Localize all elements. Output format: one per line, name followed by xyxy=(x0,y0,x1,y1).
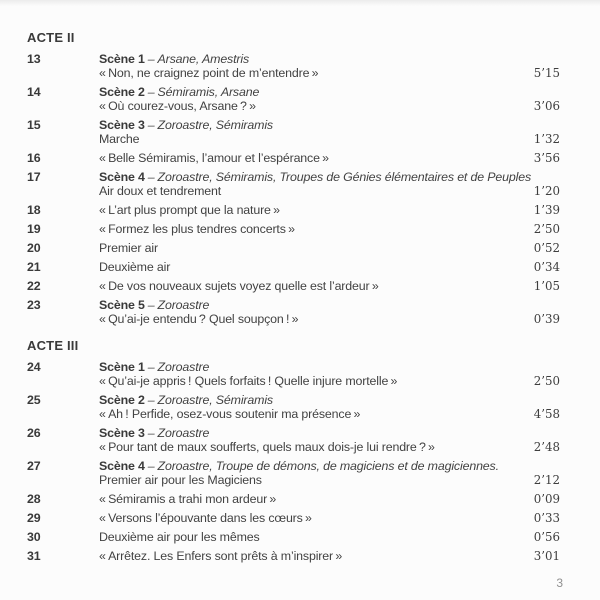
track-body xyxy=(99,279,560,293)
track-row xyxy=(27,241,560,255)
track-row xyxy=(27,170,560,198)
track-number: 22 xyxy=(27,279,41,293)
track-line xyxy=(99,312,560,326)
track-body xyxy=(99,241,560,255)
scene-characters: Zoroastre, Troupe de démons, de magiciens et de magiciennes. xyxy=(157,459,499,473)
track-number: 15 xyxy=(27,118,41,132)
track-number: 18 xyxy=(27,203,41,217)
track-body xyxy=(99,298,560,326)
track-line xyxy=(99,184,560,198)
scene-heading xyxy=(99,426,560,440)
track-line xyxy=(99,549,560,563)
scene-dash: – xyxy=(147,426,155,440)
scene-label: Scène 3 xyxy=(99,426,145,440)
track-line xyxy=(99,440,560,454)
track-row xyxy=(27,393,560,421)
track-body xyxy=(99,459,560,487)
track-duration: 0’33 xyxy=(533,511,560,525)
track-duration: 3’01 xyxy=(533,549,560,563)
track-body xyxy=(99,52,560,80)
track-body xyxy=(99,118,560,146)
track-row xyxy=(27,118,560,146)
track-body xyxy=(99,360,560,388)
track-title: Marche xyxy=(99,132,140,146)
track-row xyxy=(27,52,560,80)
scene-label: Scène 3 xyxy=(99,118,145,132)
scene-characters: Zoroastre, Sémiramis xyxy=(157,118,273,132)
scene-label: Scène 1 xyxy=(99,360,145,374)
track-number: 31 xyxy=(27,549,41,563)
track-duration: 1’05 xyxy=(533,279,560,293)
scene-label: Scène 5 xyxy=(99,298,145,312)
track-body xyxy=(99,170,560,198)
track-duration: 1’39 xyxy=(533,203,560,217)
track-line xyxy=(99,473,560,487)
track-row xyxy=(27,459,560,487)
track-title: « De vos nouveaux sujets voyez quelle est l’ardeur » xyxy=(99,279,379,293)
track-number: 16 xyxy=(27,151,41,165)
act-heading: ACTE III xyxy=(27,338,79,353)
track-title: « Sémiramis a trahi mon ardeur » xyxy=(99,492,277,506)
track-duration: 1’32 xyxy=(533,132,560,146)
track-duration: 3’06 xyxy=(533,99,560,113)
track-number: 23 xyxy=(27,298,41,312)
track-row xyxy=(27,530,560,544)
scene-characters: Zoroastre xyxy=(157,298,210,312)
track-row xyxy=(27,203,560,217)
scene-characters: Zoroastre, Sémiramis, Troupes de Génies élémentaires et de Peuples xyxy=(157,170,532,184)
track-row xyxy=(27,360,560,388)
scene-label: Scène 4 xyxy=(99,459,145,473)
track-title: « L’art plus prompt que la nature » xyxy=(99,203,280,217)
track-title: Air doux et tendrement xyxy=(99,184,222,198)
track-number: 21 xyxy=(27,260,41,274)
track-duration: 2’48 xyxy=(533,440,560,454)
track-body xyxy=(99,530,560,544)
track-body xyxy=(99,151,560,165)
track-line xyxy=(99,374,560,388)
scene-characters: Zoroastre xyxy=(157,426,210,440)
scene-characters: Sémiramis, Arsane xyxy=(157,85,260,99)
track-number: 30 xyxy=(27,530,41,544)
track-row xyxy=(27,279,560,293)
track-line xyxy=(99,99,560,113)
track-row xyxy=(27,492,560,506)
track-row xyxy=(27,426,560,454)
track-line xyxy=(99,203,560,217)
track-title: « Belle Sémiramis, l’amour et l’espérance » xyxy=(99,151,329,165)
track-number: 20 xyxy=(27,241,41,255)
scene-dash: – xyxy=(147,52,155,66)
scene-heading xyxy=(99,118,560,132)
track-number: 24 xyxy=(27,360,41,374)
track-line xyxy=(99,222,560,236)
scene-heading xyxy=(99,393,560,407)
track-body xyxy=(99,549,560,563)
track-row xyxy=(27,549,560,563)
scene-label: Scène 1 xyxy=(99,52,145,66)
track-duration: 0’09 xyxy=(533,492,560,506)
track-line xyxy=(99,66,560,80)
track-title: « Formez les plus tendres concerts » xyxy=(99,222,295,236)
track-title: « Versons l’épouvante dans les cœurs » xyxy=(99,511,312,525)
track-body xyxy=(99,393,560,421)
track-row xyxy=(27,298,560,326)
scene-label: Scène 2 xyxy=(99,85,145,99)
track-line xyxy=(99,511,560,525)
scene-dash: – xyxy=(147,170,155,184)
track-number: 13 xyxy=(27,52,41,66)
track-number: 27 xyxy=(27,459,41,473)
track-body xyxy=(99,511,560,525)
track-line xyxy=(99,132,560,146)
track-number: 25 xyxy=(27,393,41,407)
track-line xyxy=(99,151,560,165)
scene-characters: Zoroastre, Sémiramis xyxy=(157,393,273,407)
act-heading: ACTE II xyxy=(27,30,75,45)
scene-heading xyxy=(99,52,560,66)
scene-dash: – xyxy=(147,85,155,99)
scene-heading xyxy=(99,170,560,184)
track-body xyxy=(99,222,560,236)
track-title: « Qu’ai-je entendu ? Quel soupçon ! » xyxy=(99,312,299,326)
track-duration: 5’15 xyxy=(533,66,560,80)
track-line xyxy=(99,492,560,506)
track-title: « Arrêtez. Les Enfers sont prêts à m’inspirer » xyxy=(99,549,343,563)
track-title: « Qu’ai-je appris ! Quels forfaits ! Quelle injure mortelle » xyxy=(99,374,398,388)
track-body xyxy=(99,260,560,274)
track-duration: 3’56 xyxy=(533,151,560,165)
scene-characters: Zoroastre xyxy=(157,360,210,374)
scene-dash: – xyxy=(147,459,155,473)
track-title: « Pour tant de maux soufferts, quels maux dois-je lui rendre ? » xyxy=(99,440,435,454)
track-row xyxy=(27,85,560,113)
track-row xyxy=(27,511,560,525)
track-title: « Où courez-vous, Arsane ? » xyxy=(99,99,256,113)
scene-heading xyxy=(99,298,560,312)
act-section xyxy=(27,30,560,326)
track-body xyxy=(99,426,560,454)
track-line xyxy=(99,530,560,544)
track-line xyxy=(99,260,560,274)
track-number: 19 xyxy=(27,222,41,236)
scene-heading xyxy=(99,360,560,374)
scene-dash: – xyxy=(147,393,155,407)
track-number: 29 xyxy=(27,511,41,525)
track-body xyxy=(99,85,560,113)
track-duration: 2’12 xyxy=(533,473,560,487)
track-body xyxy=(99,203,560,217)
scene-label: Scène 2 xyxy=(99,393,145,407)
track-number: 28 xyxy=(27,492,41,506)
track-row xyxy=(27,222,560,236)
scene-characters: Arsane, Amestris xyxy=(157,52,250,66)
track-title: Deuxième air pour les mêmes xyxy=(99,530,260,544)
track-title: « Ah ! Perfide, osez-vous soutenir ma présence » xyxy=(99,407,361,421)
track-duration: 0’39 xyxy=(533,312,560,326)
track-duration: 1’20 xyxy=(533,184,560,198)
track-line xyxy=(99,279,560,293)
track-line xyxy=(99,407,560,421)
page-number: 3 xyxy=(556,576,563,590)
track-number: 26 xyxy=(27,426,41,440)
track-duration: 0’52 xyxy=(533,241,560,255)
track-number: 17 xyxy=(27,170,41,184)
track-duration: 0’56 xyxy=(533,530,560,544)
track-title: Deuxième air xyxy=(99,260,171,274)
act-section xyxy=(27,338,560,563)
track-row xyxy=(27,151,560,165)
scene-dash: – xyxy=(147,360,155,374)
track-duration: 0’34 xyxy=(533,260,560,274)
track-row xyxy=(27,260,560,274)
track-title: Premier air pour les Magiciens xyxy=(99,473,262,487)
track-number: 14 xyxy=(27,85,41,99)
track-duration: 4’58 xyxy=(533,407,560,421)
scene-label: Scène 4 xyxy=(99,170,145,184)
scene-heading xyxy=(99,85,560,99)
track-duration: 2’50 xyxy=(533,222,560,236)
track-line xyxy=(99,241,560,255)
scene-dash: – xyxy=(147,118,155,132)
track-title: Premier air xyxy=(99,241,158,255)
scene-dash: – xyxy=(147,298,155,312)
scene-heading xyxy=(99,459,560,473)
track-title: « Non, ne craignez point de m’entendre » xyxy=(99,66,319,80)
track-duration: 2’50 xyxy=(533,374,560,388)
track-body xyxy=(99,492,560,506)
